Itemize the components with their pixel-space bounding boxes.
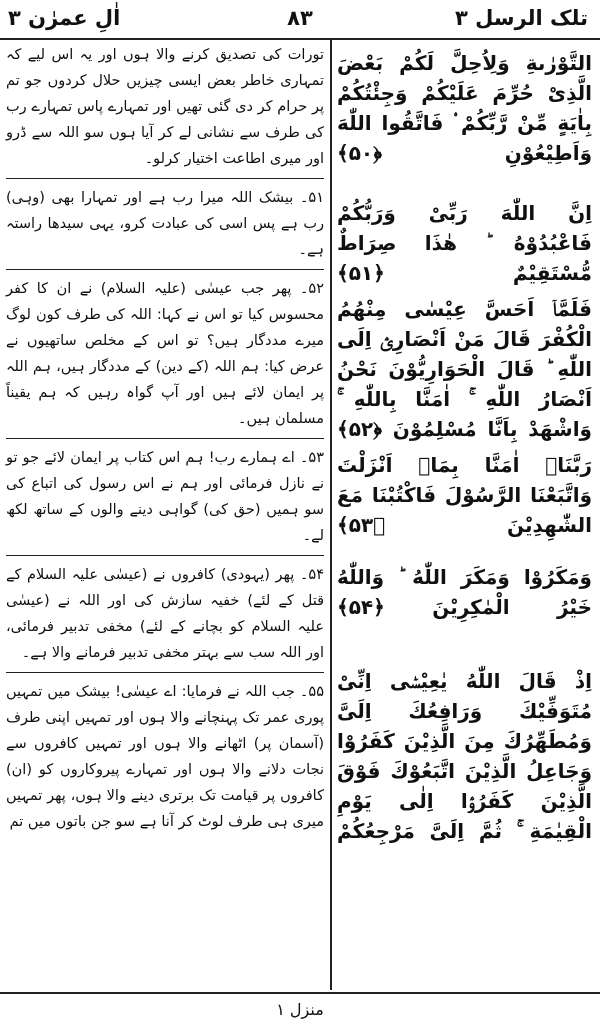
arabic-column bbox=[337, 42, 592, 846]
translation-divider bbox=[6, 178, 324, 179]
urdu-translation-53: ۵۳۔ اے ہمارے رب! ہم اس کتاب پر ایمان لائے جو تو نے نازل فرمائی اور ہم نے اس رسول کی اتباع کی سو ہمیں (حق کی) گواہی دینے والوں کے ساتھ لکھ لے۔ bbox=[6, 450, 324, 544]
page-header bbox=[0, 0, 600, 36]
translation-divider bbox=[6, 672, 324, 673]
arabic-verses-50: التَّوْرٰىةِ وَلِاُحِلَّ لَكُمْ بَعْضَ الَّذِیْ حُرِّمَ عَلَیْكُمْ وَجِئْتُكُمْ بِاٰیَةٍ مِّنْ رَّبِّكُمْ ۟ فَاتَّقُوا اللّٰهَ وَاَطِیْعُوْنِ ﴿۵۰﴾ bbox=[337, 51, 592, 165]
header-divider bbox=[0, 38, 600, 40]
page-number: ۸۳ bbox=[287, 6, 313, 30]
urdu-translation-52: ۵۲۔ پھر جب عیسٰی (علیہ السلام) نے ان کا کفر محسوس کیا تو اس نے کہا: اللہ کی طرف کون لوگ میرے مددگار ہیں؟ تو اس کے مخلص ساتھیوں نے عرض کیا: ہم اللہ (کے دین) کے مددگار ہیں، ہم اللہ پر ایمان لائے ہیں اور آپ گواہ رہیں کہ ہم یقیناً مسلمان ہیں۔ bbox=[6, 281, 324, 427]
translation-divider bbox=[6, 269, 324, 270]
arabic-verse-54: وَمَكَرُوْا وَمَكَرَ اللّٰهُ ؕ وَاللّٰهُ خَیْرُ الْمٰكِرِیْنَ ﴿۵۴﴾ bbox=[337, 565, 592, 619]
arabic-verse-52: فَلَمَّاۤ اَحَسَّ عِیْسٰى مِنْهُمُ الْكُفْرَ قَالَ مَنْ اَنْصَارِیْۤ اِلَى اللّٰهِ ؕ قَالَ الْحَوَارِیُّوْنَ نَحْنُ اَنْصَارُ اللّٰهِ ۚ اٰمَنَّا بِاللّٰهِ ۚ وَاشْهَدْ بِاَنَّا مُسْلِمُوْنَ ﴿۵۲﴾ bbox=[337, 297, 592, 441]
surah-title: اٰلِ عمرٰن ۳ bbox=[8, 6, 121, 30]
translation-divider bbox=[6, 555, 324, 556]
urdu-translation-55: ۵۵۔ جب اللہ نے فرمایا: اے عیسٰی! بیشک میں تمہیں پوری عمر تک پہنچانے والا ہوں اور تمہیں اپنی طرف (آسمان پر) اٹھانے والا ہوں اور تمہیں کافروں سے نجات دلانے والا ہوں اور تمہارے پیروکاروں کو (ان) کافروں پر قیامت تک برتری دینے والا ہوں، پھر تمہیں میری ہی طرف لوٹ کر آنا ہے سو جن باتوں میں تم bbox=[6, 684, 324, 830]
arabic-verse-55: اِذْ قَالَ اللّٰهُ یٰعِیْسٰۤى اِنِّیْ مُتَوَفِّیْكَ وَرَافِعُكَ اِلَیَّ وَمُطَهِّرُكَ مِنَ الَّذِیْنَ كَفَرُوْا وَجَاعِلُ الَّذِیْنَ اتَّبَعُوْكَ فَوْقَ الَّذِیْنَ كَفَرُوْۤا اِلٰى یَوْمِ الْقِیٰمَةِ ۚ ثُمَّ اِلَیَّ مَرْجِعُكُمْ bbox=[337, 669, 592, 843]
arabic-verse-53: رَبَّنَاۤ اٰمَنَّا بِمَاۤ اَنْزَلْتَ وَاتَّبَعْنَا الرَّسُوْلَ فَاكْتُبْنَا مَعَ الشّٰهِدِیْنَ ﴿۵۳﴾ bbox=[337, 453, 592, 537]
translation-divider bbox=[6, 438, 324, 439]
footer-divider bbox=[0, 992, 600, 994]
juz-title: تلک الرسل ۳ bbox=[455, 6, 588, 30]
urdu-translation-51: ۵۱۔ بیشک اللہ میرا رب ہے اور تمہارا بھی (وہی) رب ہے پس اسی کی عبادت کرو، یہی سیدھا راستہ ہے۔ bbox=[6, 190, 324, 258]
urdu-translation-54: ۵۴۔ پھر (یہودی) کافروں نے (عیسٰی علیہ السلام کے قتل کے لئے) خفیہ سازش کی اور اللہ نے (عیسٰی علیہ السلام کو بچانے کے لئے) مخفی تدبیر فرمائی، اور اللہ سب سے بہتر مخفی تدبیر فرمانے والا ہے۔ bbox=[6, 567, 324, 661]
urdu-translation-50: تورات کی تصدیق کرنے والا ہوں اور یہ اس لیے کہ تمہاری خاطر بعض ایسی چیزیں حلال کردوں جو تم پر حرام کر دی گئی تھیں اور تمہارے پاس تمہارے رب کی طرف سے نشانی لے کر آیا ہوں سو اللہ سے ڈرو اور میری اطاعت اختیار کرلو۔ bbox=[6, 47, 324, 167]
manzil-label: منزل ۱ bbox=[276, 1000, 324, 1019]
urdu-column bbox=[6, 42, 324, 835]
arabic-verse-51: اِنَّ اللّٰهَ رَبِّیْ وَرَبُّكُمْ فَاعْبُدُوْهُ ؕ هٰذَا صِرَاطٌ مُّسْتَقِیْمٌ ﴿۵۱﴾ bbox=[337, 201, 592, 285]
column-divider bbox=[330, 40, 332, 990]
